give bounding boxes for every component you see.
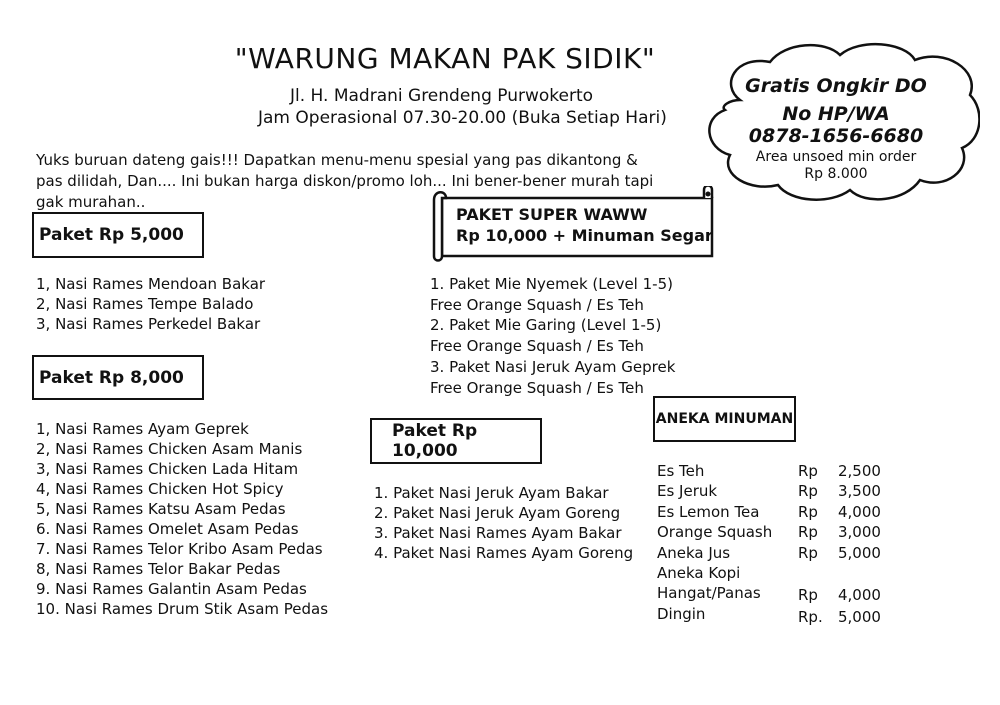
cloud-free-delivery: Gratis Ongkir DO bbox=[745, 75, 927, 97]
list-item: 3. Paket Nasi Jeruk Ayam Geprek bbox=[430, 358, 676, 376]
drink-price: 5,000 bbox=[838, 607, 881, 626]
drink-price: 4,000 bbox=[838, 586, 881, 605]
cloud-phone: 0878-1656-6680 bbox=[748, 125, 924, 147]
superwaww-list bbox=[430, 274, 675, 398]
paket-5000-header: Paket Rp 5,000 bbox=[32, 212, 204, 258]
list-item: 7. Nasi Rames Telor Kribo Asam Pedas bbox=[36, 540, 323, 558]
list-item: 5, Nasi Rames Katsu Asam Pedas bbox=[36, 500, 286, 518]
list-item: 4, Nasi Rames Chicken Hot Spicy bbox=[36, 480, 284, 498]
currency: Rp bbox=[798, 523, 818, 542]
drink-name: Dingin bbox=[657, 604, 706, 623]
currency: Rp bbox=[798, 462, 818, 480]
currency: Rp bbox=[798, 482, 818, 501]
list-item: 1, Nasi Rames Mendoan Bakar bbox=[36, 275, 266, 293]
drink-name: Aneka Kopi bbox=[657, 563, 741, 582]
drink-name: Orange Squash bbox=[657, 523, 773, 542]
drink-row bbox=[657, 564, 887, 584]
drink-name: Es Jeruk bbox=[657, 482, 718, 501]
list-item: 1. Paket Nasi Jeruk Ayam Bakar bbox=[374, 484, 609, 502]
list-item: 8, Nasi Rames Telor Bakar Pedas bbox=[36, 560, 281, 578]
drink-row bbox=[657, 544, 887, 564]
cloud-min-order: Rp 8.000 bbox=[804, 166, 868, 182]
drink-price: 3,500 bbox=[838, 482, 881, 501]
list-item: Free Orange Squash / Es Teh bbox=[430, 378, 644, 397]
hours-text: Jam Operasional 07.30-20.00 (Buka Setiap Hari) bbox=[258, 108, 667, 128]
drink-price: 2,500 bbox=[838, 462, 881, 480]
superwaww-title: PAKET SUPER WAWW bbox=[456, 205, 648, 224]
list-item: 10. Nasi Rames Drum Stik Asam Pedas bbox=[36, 600, 329, 618]
currency: Rp bbox=[798, 502, 818, 521]
list-item: Free Orange Squash / Es Teh bbox=[430, 295, 644, 314]
minuman-header: ANEKA MINUMAN bbox=[653, 396, 796, 442]
paket-10000-list bbox=[374, 483, 633, 563]
drink-name: Es Teh bbox=[657, 462, 705, 480]
drink-name: Es Lemon Tea bbox=[657, 502, 760, 521]
paket-8000-header: Paket Rp 8,000 bbox=[32, 355, 204, 400]
drinks-list bbox=[657, 462, 887, 625]
list-item: 2. Paket Mie Garing (Level 1-5) bbox=[430, 316, 662, 334]
list-item: 1. Paket Mie Nyemek (Level 1-5) bbox=[430, 275, 673, 293]
currency: Rp bbox=[798, 586, 818, 605]
list-item: 2. Paket Nasi Jeruk Ayam Goreng bbox=[374, 504, 621, 522]
paket-5000-list bbox=[36, 274, 265, 334]
page-title: "WARUNG MAKAN PAK SIDIK" bbox=[234, 42, 656, 75]
intro-text: Yuks buruan dateng gais!!! Dapatkan menu-menu spesial yang pas dikantong & pas dilidah, Dan.... Ini bukan harga diskon/promo loh... Ini bener-bener murah tapi gak murahan.. bbox=[36, 151, 654, 211]
drink-price: 4,000 bbox=[838, 502, 881, 521]
list-item: 2, Nasi Rames Tempe Balado bbox=[36, 295, 254, 313]
drink-row bbox=[657, 503, 887, 523]
list-item: 3, Nasi Rames Chicken Lada Hitam bbox=[36, 460, 299, 478]
currency: Rp bbox=[798, 543, 818, 562]
drink-row bbox=[657, 482, 887, 502]
list-item: 2, Nasi Rames Chicken Asam Manis bbox=[36, 440, 303, 458]
currency: Rp. bbox=[798, 607, 823, 626]
list-item: 4. Paket Nasi Rames Ayam Goreng bbox=[374, 544, 634, 562]
cloud-contact-label: No HP/WA bbox=[782, 103, 890, 125]
drink-name: Hangat/Panas bbox=[657, 584, 761, 603]
cloud-area: Area unsoed min order bbox=[755, 149, 917, 165]
list-item: 3. Paket Nasi Rames Ayam Bakar bbox=[374, 524, 622, 542]
drink-price: 3,000 bbox=[838, 523, 881, 542]
drink-row bbox=[657, 605, 887, 625]
list-item: 1, Nasi Rames Ayam Geprek bbox=[36, 420, 249, 438]
list-item: 3, Nasi Rames Perkedel Bakar bbox=[36, 315, 261, 333]
drink-name: Aneka Jus bbox=[657, 543, 731, 562]
drink-price: 5,000 bbox=[838, 543, 881, 562]
list-item: Free Orange Squash / Es Teh bbox=[430, 336, 644, 355]
paket-10000-header: Paket Rp 10,000 bbox=[370, 418, 542, 464]
list-item: 6. Nasi Rames Omelet Asam Pedas bbox=[36, 520, 299, 538]
drink-row bbox=[657, 462, 887, 482]
superwaww-price: Rp 10,000 + Minuman Segar bbox=[456, 226, 713, 245]
address-text: Jl. H. Madrani Grendeng Purwokerto bbox=[290, 86, 594, 106]
drink-row bbox=[657, 523, 887, 543]
drink-row bbox=[657, 584, 887, 604]
list-item: 9. Nasi Rames Galantin Asam Pedas bbox=[36, 580, 307, 598]
paket-8000-list bbox=[36, 419, 328, 619]
scroll-banner bbox=[430, 186, 720, 262]
